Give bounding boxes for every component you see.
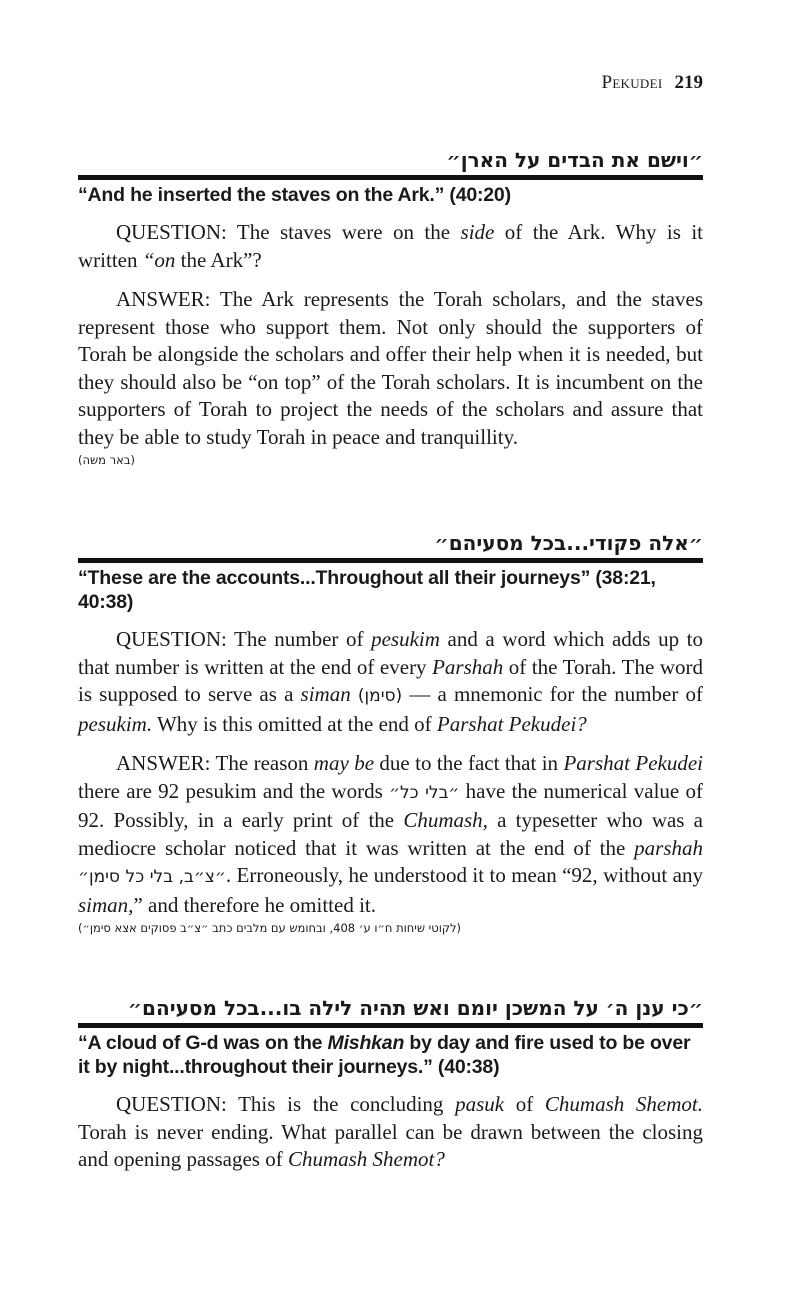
answer-paragraph: ANSWER: The Ark represents the Torah scholars, and the staves represent those who support them. Not only should the supporters of Torah be alongside the scholars and offer their help when it is needed, but they should also be “on top” of the Torah scholars. It is incumbent on the supporters of Torah to project the needs of the scholars and assure that they be able to study Torah in peace and tranquillity. xyxy=(78,287,703,449)
section-accounts xyxy=(78,530,703,936)
question-paragraph: QUESTION: The staves were on the side of the Ark. Why is it written “on the Ark”? xyxy=(78,220,704,272)
section-cloud xyxy=(78,995,703,1174)
answer-paragraph: ANSWER: The reason may be due to the fact that in Parshat Pekudei there are 92 pesukim and the words ״בלי כל״ have the numerical value of 92. Possibly, in a early print of the Chumash, a typesetter who was a mediocre scholar noticed that it was written at the end of the parshah ״צ״ב, בלי כל סימן״. Erroneously, he understood it to mean “92, without any siman,” and therefore he omitted it. xyxy=(78,751,704,917)
page-number: 219 xyxy=(674,72,703,93)
english-heading: “These are the accounts...Throughout all their journeys” (38:21, 40:38) xyxy=(78,567,656,613)
source-citation: (לקוטי שיחות ח״ו ע׳ 408, ובחומש עם מלבים כתב ״צ״ב פסוקים אצא סימן״) xyxy=(78,921,462,935)
question-paragraph: QUESTION: This is the concluding pasuk of Chumash Shemot. Torah is never ending. What parallel can be drawn between the closing and opening passages of Chumash Shemot? xyxy=(78,1092,703,1171)
english-heading: “And he inserted the staves on the Ark.” (40:20) xyxy=(78,184,511,206)
running-head xyxy=(601,72,703,94)
heading-rule xyxy=(78,175,703,180)
section-staves xyxy=(78,147,703,468)
running-head-title: Pekudei xyxy=(601,72,663,93)
heading-rule xyxy=(78,558,703,563)
source-citation: (באר משה) xyxy=(78,453,135,467)
english-heading: “A cloud of G-d was on the Mishkan by day and fire used to be over it by night...throughout their journeys.” (40:38) xyxy=(78,1032,691,1078)
heading-rule xyxy=(78,1023,703,1028)
question-paragraph: QUESTION: The number of pesukim and a word which adds up to that number is written at the end of every Parshah of the Torah. The word is supposed to serve as a siman (סימן) — a mnemonic for the number of pesukim. Why is this omitted at the end of Parshat Pekudei? xyxy=(78,627,703,736)
hebrew-heading: ״וישם את הבדים על הארן״ xyxy=(446,148,703,172)
hebrew-heading: ״כי ענן ה׳ על המשכן יומם ואש תהיה לילה בו...בכל מסעיהם״ xyxy=(127,996,703,1020)
hebrew-heading: ״אלה פקודי...בכל מסעיהם״ xyxy=(434,531,703,555)
